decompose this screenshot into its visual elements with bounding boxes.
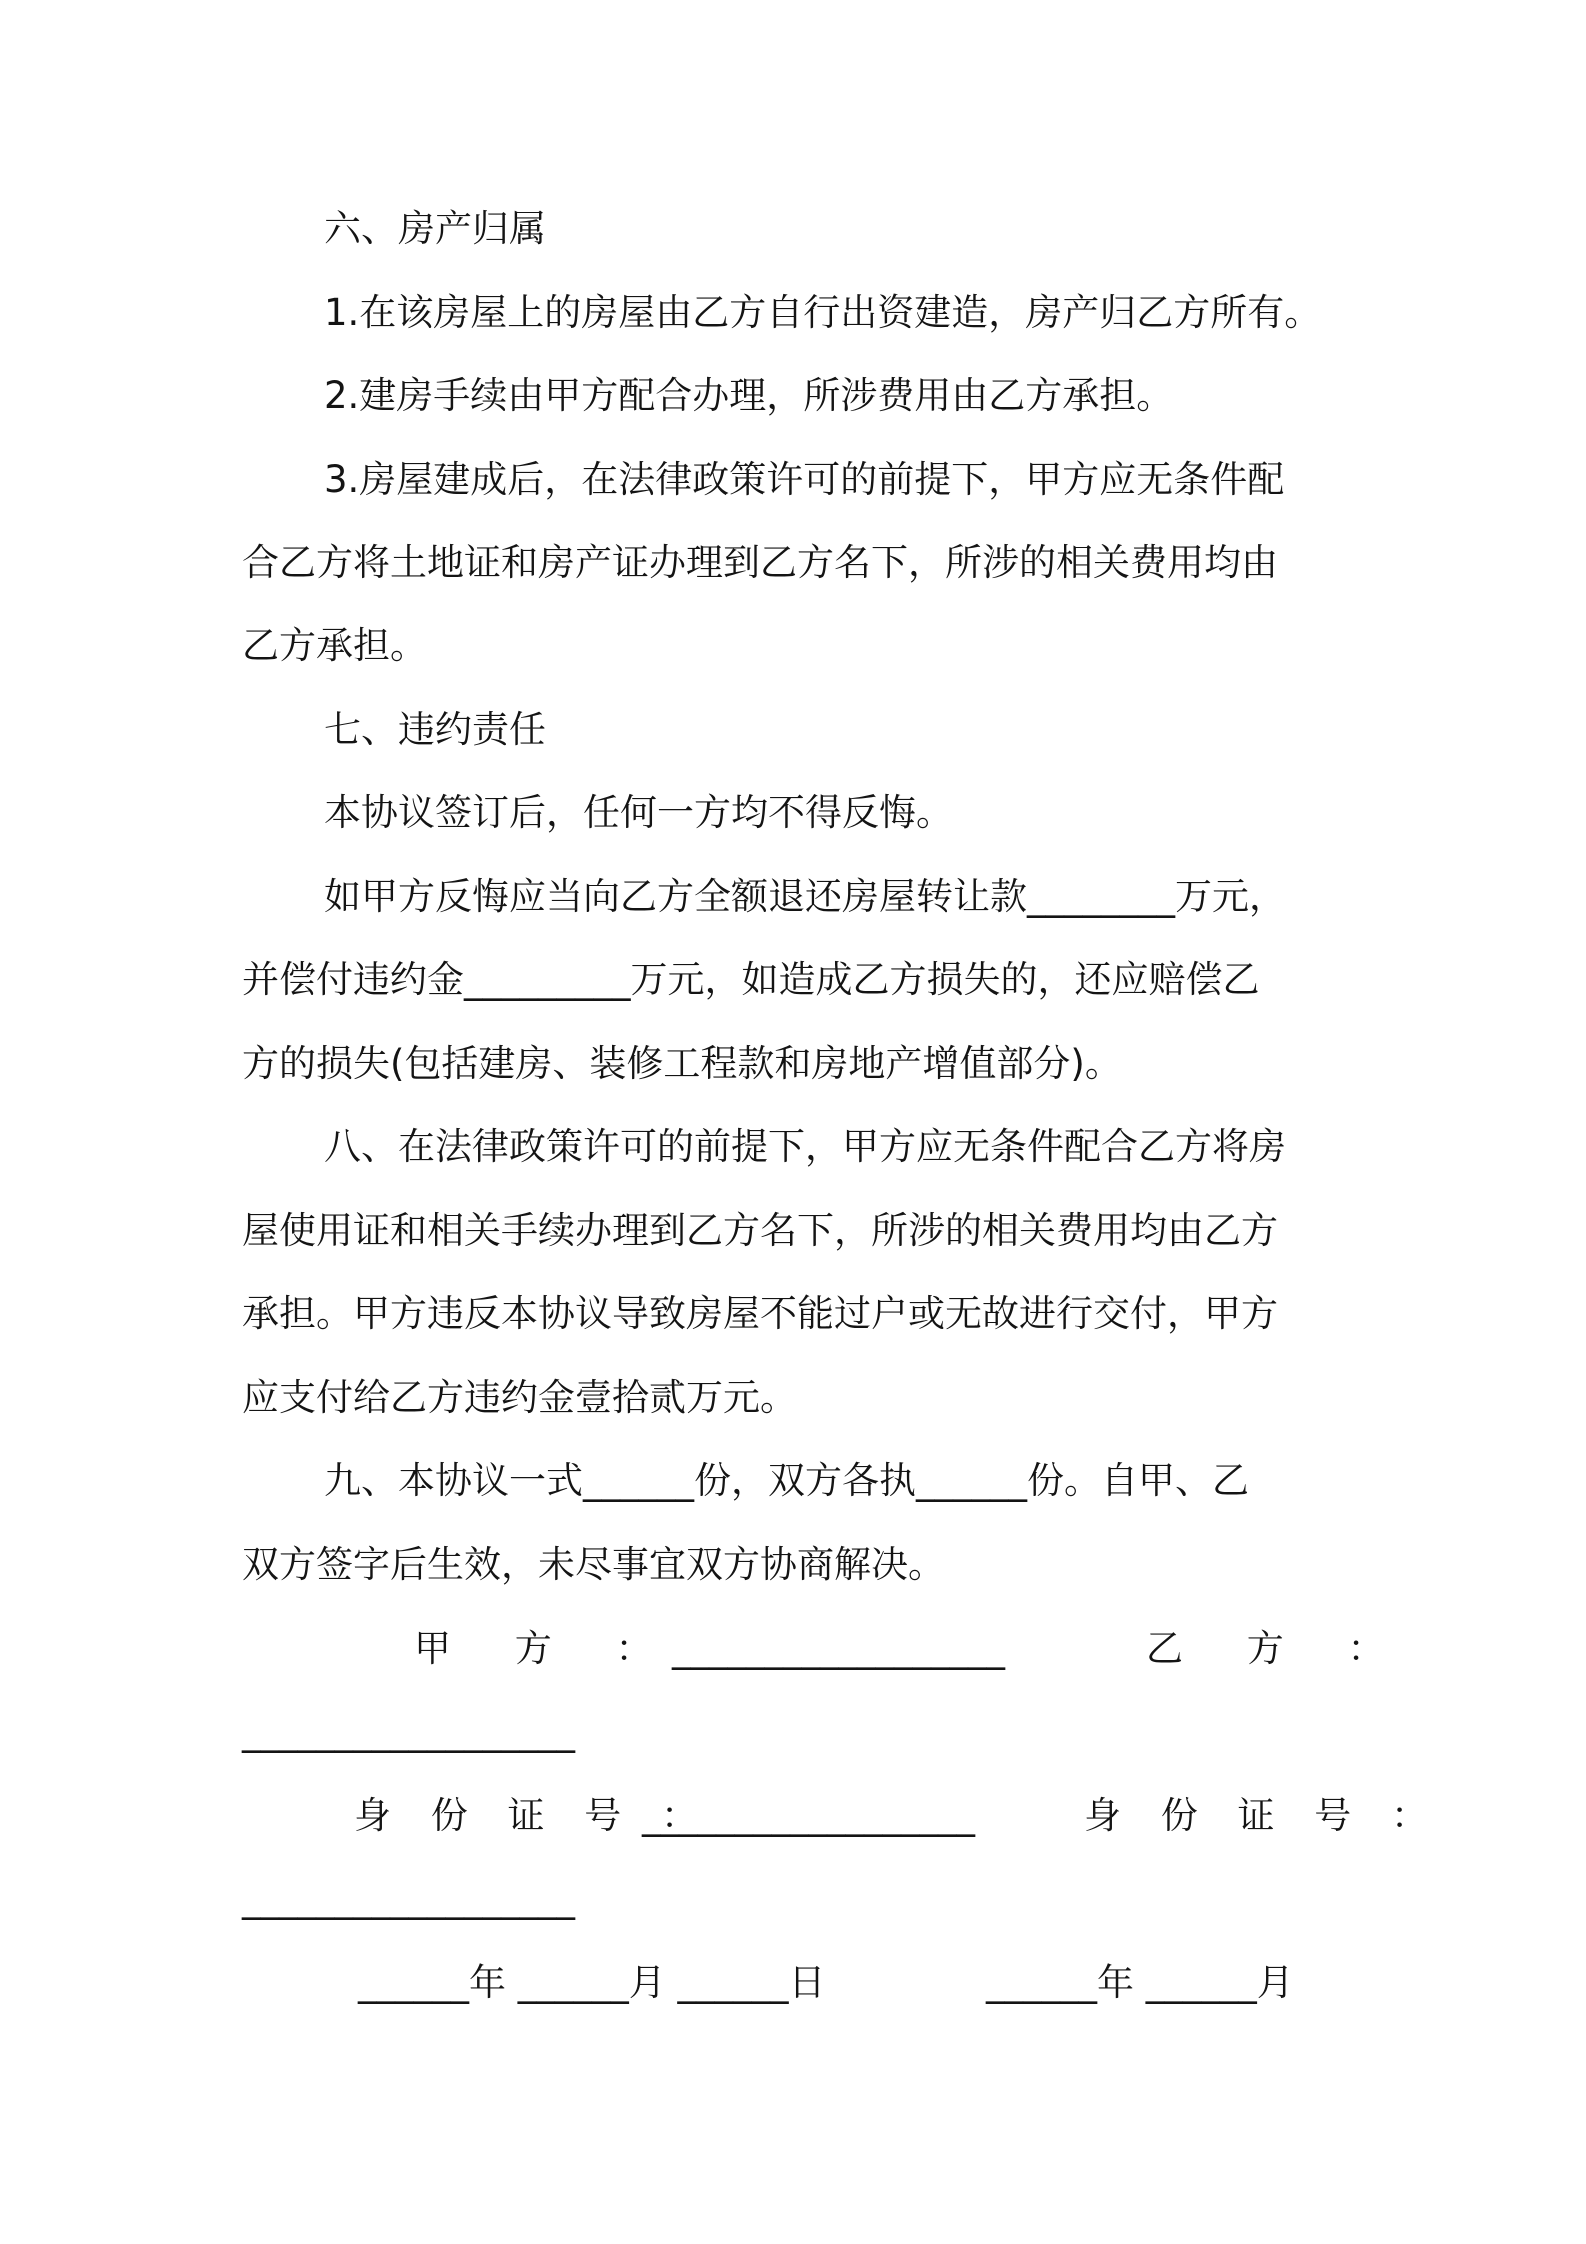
id-b-label: 身 份 证 号 ：: [1084, 1794, 1443, 1837]
paragraph-line: 合乙方将土地证和房产证办理到乙方名下，所涉的相关费用均由: [242, 541, 1278, 584]
paragraph-line: 如甲方反悔应当向乙方全额退还房屋转让款________万元，: [324, 875, 1286, 918]
paragraph-line: 3.房屋建成后，在法律政策许可的前提下，甲方应无条件配: [324, 458, 1285, 501]
paragraph-line: 应支付给乙方违约金壹拾贰万元。: [242, 1376, 797, 1419]
paragraph-line: 屋使用证和相关手续办理到乙方名下，所涉的相关费用均由乙方: [242, 1209, 1278, 1252]
paragraph-line: 并偿付违约金_________万元，如造成乙方损失的，还应赔偿乙: [242, 958, 1260, 1001]
id-a-label: 身 份 证 号 ：: [354, 1794, 713, 1837]
paragraph-line: 乙方承担。: [242, 624, 427, 667]
party-a-signature-blank: __________________: [672, 1627, 1005, 1670]
id-b-blank: __________________: [242, 1877, 575, 1920]
section-6-heading: 六、房产归属: [324, 207, 546, 250]
id-a-blank: __________________: [642, 1794, 975, 1837]
party-b-signature-blank: __________________: [242, 1710, 575, 1753]
paragraph-line: 双方签字后生效，未尽事宜双方协商解决。: [242, 1543, 945, 1586]
paragraph-line: 承担。甲方违反本协议导致房屋不能过户或无故进行交付，甲方: [242, 1292, 1278, 1335]
paragraph-line: 2.建房手续由甲方配合办理，所涉费用由乙方承担。: [324, 374, 1174, 417]
date-a: ______年 ______月 ______日: [358, 1961, 826, 2004]
party-b-label: 乙 方 ：: [1146, 1627, 1411, 1670]
section-7-heading: 七、违约责任: [324, 708, 546, 751]
date-b: ______年 ______月: [986, 1961, 1294, 2004]
paragraph-line: 方的损失(包括建房、装修工程款和房地产增值部分)。: [242, 1042, 1122, 1085]
section-8-paragraph: 八、在法律政策许可的前提下，甲方应无条件配合乙方将房: [324, 1125, 1286, 1168]
party-a-label: 甲 方 ：: [414, 1627, 679, 1670]
section-9-paragraph: 九、本协议一式______份，双方各执______份。自甲、乙: [324, 1459, 1249, 1502]
paragraph-line: 1.在该房屋上的房屋由乙方自行出资建造，房产归乙方所有。: [324, 291, 1322, 334]
paragraph-line: 本协议签订后，任何一方均不得反悔。: [324, 791, 953, 834]
